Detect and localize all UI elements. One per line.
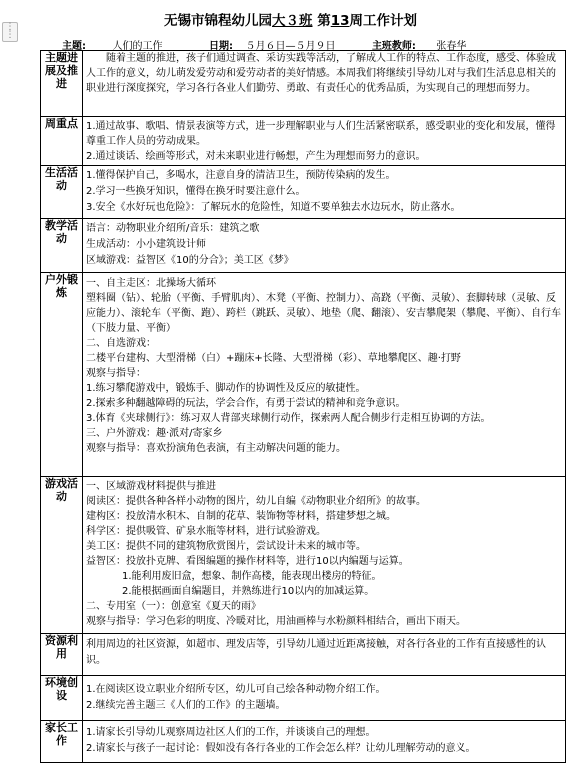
- content-life: [83, 166, 566, 219]
- heading-game: 游戏活动: [41, 477, 83, 634]
- heading-environment: 环境创设: [41, 676, 83, 721]
- class-name: 大３班: [272, 13, 313, 29]
- row-focus: [41, 117, 566, 166]
- outdoor-line-6: 1.练习攀爬游戏中，锻炼手、脚动作的协调性及反应的敏捷性。: [86, 383, 366, 394]
- game-line-9: 二、专用室（一）：创意室《夏天的雨》: [86, 601, 261, 612]
- game-line-6: 益智区：投放扑克牌、看图编题的操作材料等，进行10以内编题与运算。: [86, 556, 409, 567]
- heading-focus: 周重点: [41, 117, 83, 166]
- heading-life: 生活活动: [41, 166, 83, 219]
- content-parents: [83, 721, 566, 763]
- heading-parents: 家长工作: [41, 721, 83, 763]
- date-label: 日期:: [208, 41, 233, 52]
- row-resource: [41, 634, 566, 676]
- content-environment: [83, 676, 566, 721]
- game-line-1: 一、区域游戏材料提供与推进: [86, 481, 216, 492]
- content-resource: [83, 634, 566, 676]
- focus-line-1: 1.通过故事、歌唱、情景表演等方式，进一步理解职业与人们生活紧密联系，感受职业的变化和发展，懂得尊重工作人员的劳动成果。: [86, 121, 556, 147]
- teacher-value: 张春华: [436, 41, 467, 52]
- game-line-4: 科学区：提供吸管、矿泉水瓶等材料，进行试验游戏。: [86, 526, 326, 537]
- row-progress: [41, 51, 566, 117]
- row-life: [41, 166, 566, 219]
- outdoor-line-8: 3.体育《夹球侧行》：练习双人背部夹球侧行动作，探索两人配合侧步行走相互协调的方法。: [86, 413, 491, 424]
- game-line-3: 建构区：投放清水积木、自制的花草、装饰物等材料，搭建梦想之城。: [86, 511, 396, 522]
- row-environment: [41, 676, 566, 721]
- parents-line-2: 2.请家长与孩子一起讨论：假如没有各行各业的工作会怎么样？让幼儿理解劳动的意义。: [86, 743, 476, 754]
- heading-resource: 资源利用: [41, 634, 83, 676]
- content-game: [83, 477, 566, 634]
- row-outdoor: [41, 273, 566, 477]
- game-line-10: 观察与指导：学习色彩的明度、冷暖对比，用油画棒与水粉颜料相结合，画出下雨天。: [86, 616, 466, 627]
- row-game: [41, 477, 566, 634]
- game-line-7: 1.能利用废旧盒，想象、制作高楼，能表现出楼房的特征。: [122, 571, 382, 582]
- environment-line-2: 2.继续完善主题三《人们的工作》的主题墙。: [86, 700, 286, 711]
- title-suffix: 周工作计划: [349, 13, 417, 29]
- page-title: [0, 9, 581, 29]
- teaching-line-2: 生成活动：小小建筑设计师: [86, 239, 206, 250]
- drag-handle-icon[interactable]: ⋮ ⋮: [2, 22, 18, 42]
- school-name: 无锡市锦程幼儿园: [164, 13, 272, 29]
- outdoor-equipment: 塑料圈（钻）、轮胎（平衡、手臂肌肉）、木凳（平衡、控制力）、高跷（平衡、灵敏）、套脚转球（灵敏、反应能力）、滚轮车（平衡、跑）、跨栏（跳跃、灵敏）、地垫（爬、翻滚）、安吉攀爬架（攀爬、平衡）、自行车（下肢力量、平衡）: [86, 293, 561, 334]
- game-line-5: 美工区：提供不同的建筑物欣赏图片，尝试设计未来的城市等。: [86, 541, 366, 552]
- content-progress: [83, 51, 566, 117]
- outdoor-line-7: 2.探索多种翻越障碍的玩法，学会合作，有勇于尝试的精神和竞争意识。: [86, 398, 406, 409]
- outdoor-line-9: 三、户外游戏：趣·派对/寄家乡: [86, 428, 223, 439]
- content-focus: [83, 117, 566, 166]
- heading-outdoor: 户外锻炼: [41, 273, 83, 477]
- outdoor-line-1: 一、自主走区：北操场大循环: [86, 278, 216, 289]
- environment-line-1: 1.在阅读区设立职业介绍所专区，幼儿可自己绘各种动物介绍工作。: [86, 684, 386, 695]
- row-parents: [41, 721, 566, 763]
- teaching-line-3: 区域游戏：益智区《10的分合》；美工区《梦》: [86, 255, 294, 266]
- outdoor-line-5: 观察与指导：: [86, 368, 146, 379]
- teacher-label: 主班教师:: [371, 41, 416, 52]
- theme-value: 人们的工作: [112, 41, 163, 52]
- date-value: ５月６日—５月９日: [245, 41, 336, 52]
- content-teaching: [83, 219, 566, 273]
- resource-text: 利用周边的社区资源，如超市、理发店等，引导幼儿通过近距离接触，对各行各业的工作有直接感性的认识。: [86, 639, 546, 666]
- outdoor-line-10: 观察与指导：喜欢扮演角色表演，有主动解决问题的能力。: [86, 443, 346, 454]
- focus-line-2: 2.通过谈话、绘画等形式，对未来职业进行畅想，产生为理想而努力的意识。: [86, 151, 426, 162]
- life-line-1: 1.懂得保护自己，多喝水，注意自身的清洁卫生，预防传染病的发生。: [86, 170, 396, 181]
- row-teaching: [41, 219, 566, 273]
- weekly-plan-table: [40, 50, 566, 763]
- heading-progress: 主题进展及推进: [41, 51, 83, 117]
- outdoor-line-3: 二、自选游戏：: [86, 338, 156, 349]
- game-line-2: 阅读区：提供各种各样小动物的图片，幼儿自编《动物职业介绍所》的故事。: [86, 496, 426, 507]
- progress-text: 随着主题的推进，孩子们通过调查、采访实践等活动，了解成人工作的特点、工作态度，感受、体验成人工作的意义，幼儿萌发爱劳动和爱劳动者的美好情感。本周我们将继续引导幼儿对与我们生活息息相关的职业进行深度探究，学习各行各业人们勤劳、勇敢、有责任心的优秀品质，为实现自己的理想而努力。: [86, 53, 556, 94]
- outdoor-line-4: 二楼平台建构、大型滑梯（白）+蹦床+长隆、大型滑梯（彩）、草地攀爬区、趣·打野: [86, 353, 461, 364]
- life-line-3: 3.安全《水好玩也危险》：了解玩水的危险性，知道不要单独去水边玩水，防止落水。: [86, 202, 461, 213]
- parents-line-1: 1.请家长引导幼儿观察周边社区人们的工作，并谈谈自己的理想。: [86, 727, 376, 738]
- heading-teaching: 教学活动: [41, 219, 83, 273]
- theme-label: 主题:: [62, 41, 86, 52]
- life-line-2: 2.学习一些换牙知识，懂得在换牙时要注意什么。: [86, 186, 306, 197]
- week-number: 13: [330, 13, 350, 29]
- teaching-line-1: 语言：动物职业介绍所/音乐：建筑之歌: [86, 223, 260, 234]
- week-prefix: 第: [317, 13, 331, 29]
- content-outdoor: [83, 273, 566, 477]
- game-line-8: 2.能根据画面自编题目，并熟练进行10以内的加减运算。: [122, 586, 375, 597]
